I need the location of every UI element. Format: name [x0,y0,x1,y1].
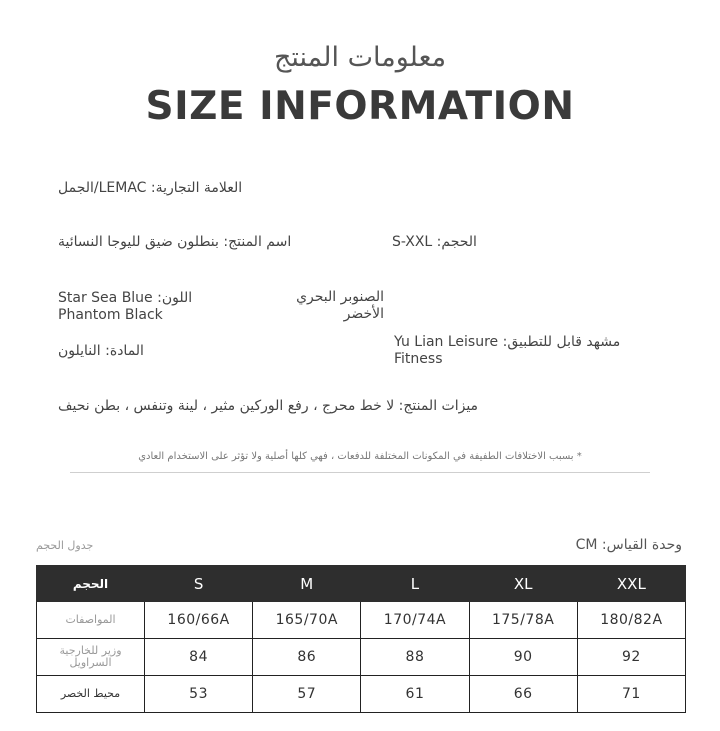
table-cell: 180/82A [577,602,685,639]
row-label: المواصفات [37,602,145,639]
scene-info [394,334,620,368]
table-cell: 88 [361,639,469,676]
color-info [58,290,192,324]
table-cell: 61 [361,676,469,713]
table-cell: 71 [577,676,685,713]
color-arabic: الصنوبر البحري الأخضر [296,289,384,322]
table-cell: 90 [469,639,577,676]
disclaimer-note: * بسبب الاختلافات الطفيفة في المكونات المختلفة للدفعات ، فهي كلها أصلية ولا تؤثر على الاستخدام العادي [138,451,582,462]
table-cell: 66 [469,676,577,713]
row-label: محيط الخصر [37,676,145,713]
size-table [36,565,686,713]
table-cell: 92 [577,639,685,676]
table-cell: 86 [253,639,361,676]
size-info: الحجم: S-XXL [392,234,477,250]
table-row [37,602,686,639]
header-size: XXL [577,566,685,602]
color-value-2: Phantom Black [58,307,163,323]
table-cell: 84 [145,639,253,676]
header-size: M [253,566,361,602]
features-info: ميزات المنتج: لا خط محرج ، رفع الوركين مثير ، لينة وتنفس ، بطن نحيف [58,398,479,414]
table-row [37,676,686,713]
table-cell: 53 [145,676,253,713]
subtitle-arabic: معلومات المنتج [273,42,447,73]
unit-label: وحدة القياس: CM [575,537,682,553]
product-name-info: اسم المنتج: بنطلون ضيق لليوجا النسائية [58,234,292,250]
table-cell: 160/66A [145,602,253,639]
scene-line-2: Fitness [394,351,443,367]
table-header-row [37,566,686,602]
page-title: SIZE INFORMATION [145,84,575,129]
table-cell: 165/70A [253,602,361,639]
table-cell: 57 [253,676,361,713]
row-label: وزير للخارجية السراويل [37,639,145,676]
table-caption: جدول الحجم [36,539,94,552]
scene-line-1: مشهد قابل للتطبيق: Yu Lian Leisure [394,334,621,350]
header-size-label: الحجم [37,566,145,602]
table-cell: 170/74A [361,602,469,639]
color-label: اللون: Star Sea Blue [58,290,193,306]
brand-info: العلامة التجارية: LEMAC/الجمل [58,180,243,196]
divider [70,472,650,473]
header-size: L [361,566,469,602]
table-cell: 175/78A [469,602,577,639]
header-size: XL [469,566,577,602]
table-row [37,639,686,676]
material-info: المادة: النايلون [58,343,144,359]
header-size: S [145,566,253,602]
